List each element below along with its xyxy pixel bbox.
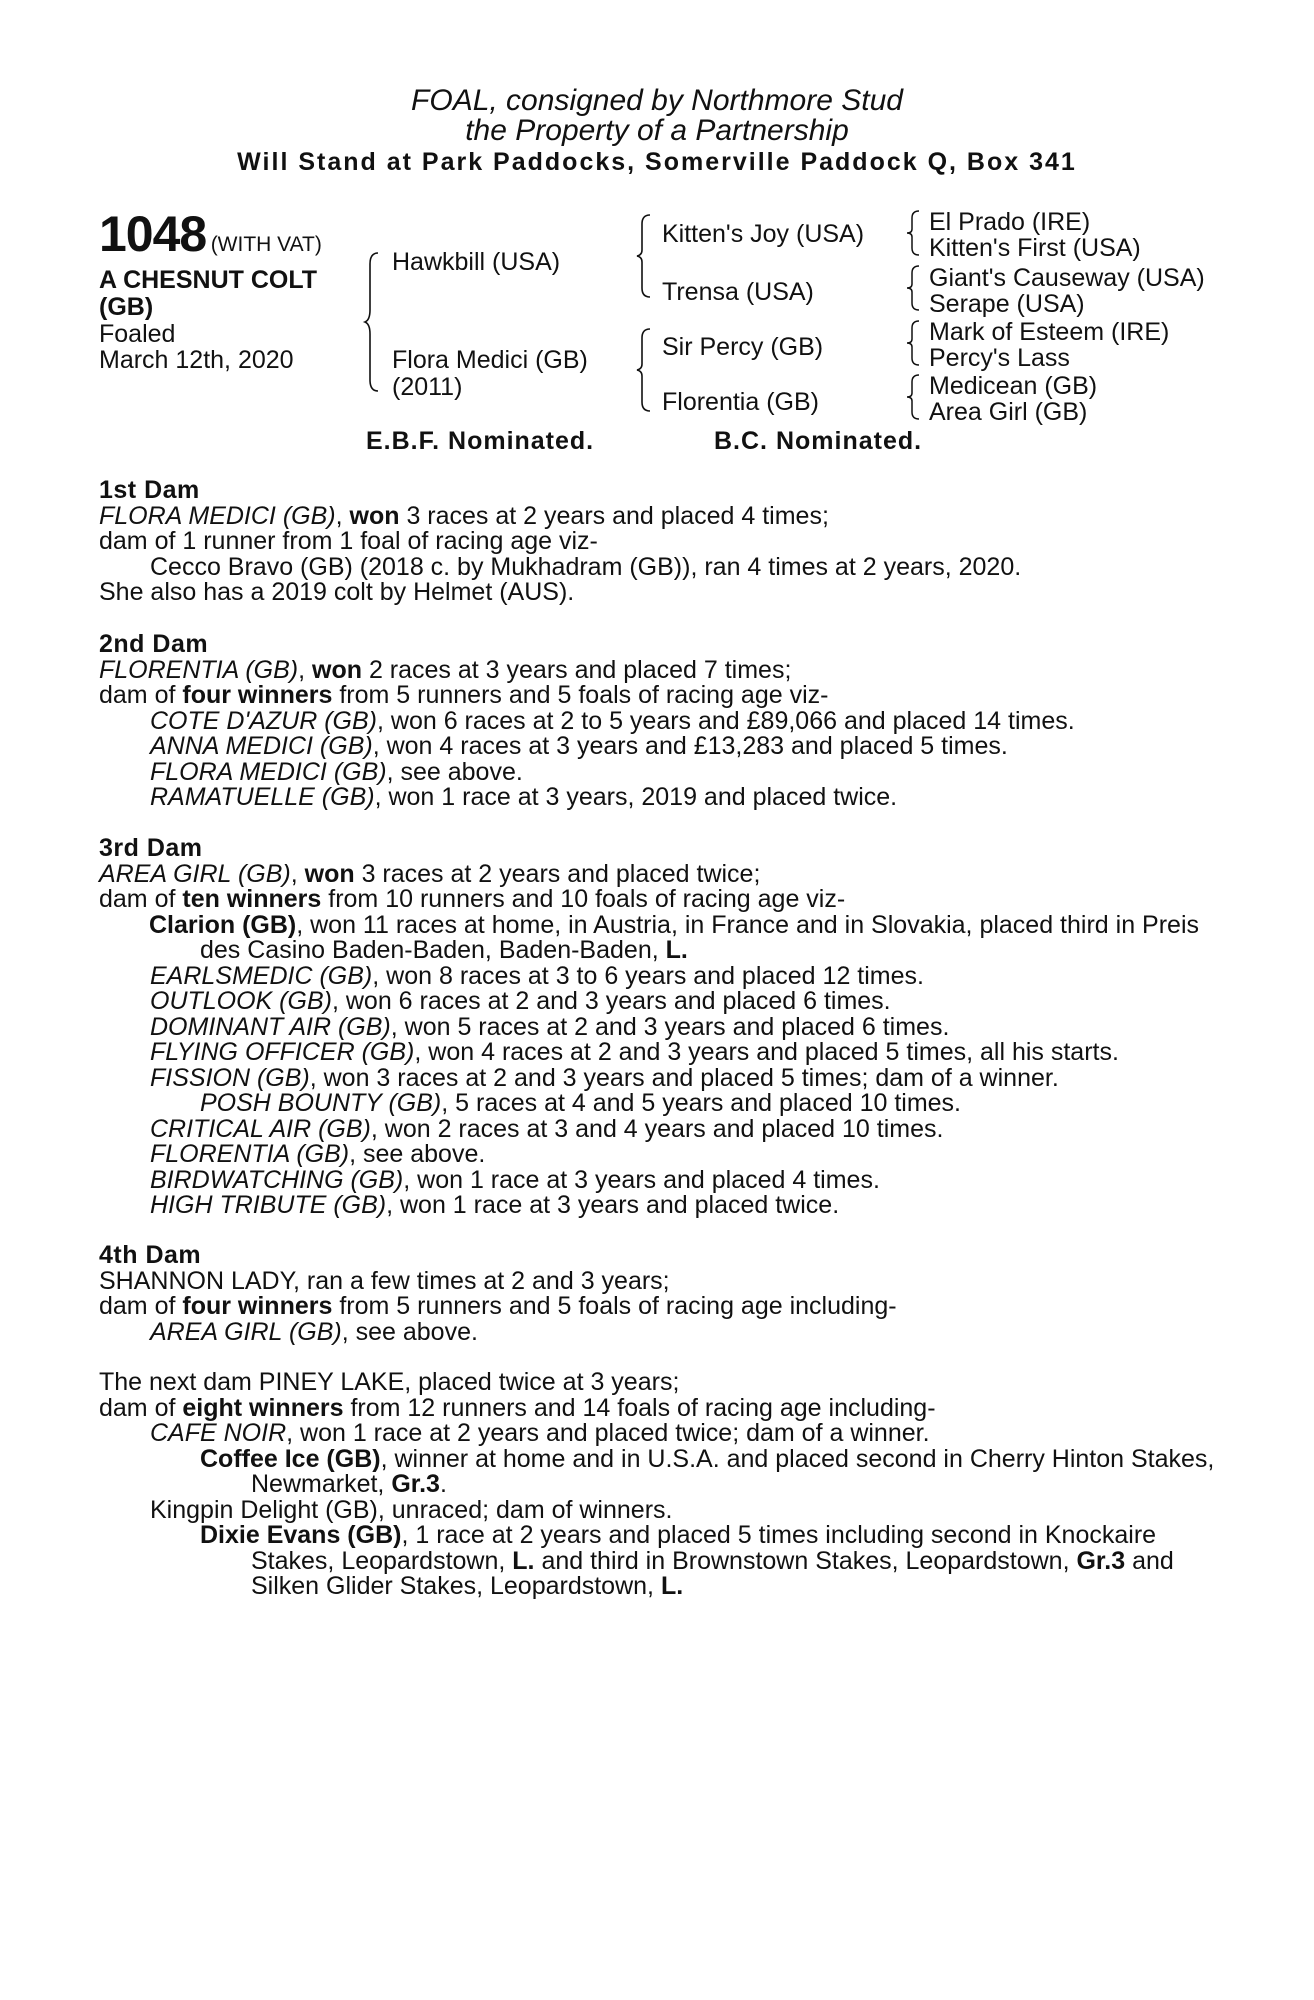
note-line: She also has a 2019 colt by Helmet (AUS). bbox=[99, 578, 575, 606]
horse-name: AREA GIRL (GB) bbox=[99, 859, 291, 888]
produce-item: HIGH TRIBUTE (GB), won 1 race at 3 years and placed twice. bbox=[150, 1191, 840, 1219]
dam-year: (2011) bbox=[392, 373, 463, 401]
bracket-3 bbox=[906, 320, 924, 366]
sire-name: Hawkbill (USA) bbox=[392, 248, 561, 276]
produce-summary: dam of ten winners from 10 runners and 10 foals of racing age viz- bbox=[99, 885, 846, 913]
foaled-label: Foaled bbox=[99, 320, 176, 348]
fourth-dam-section bbox=[99, 1243, 1229, 1345]
produce-item: FLYING OFFICER (GB), won 4 races at 2 and 3 years and placed 5 times, all his starts. bbox=[150, 1038, 1119, 1066]
sire-sire: Kitten's Joy (USA) bbox=[662, 220, 865, 248]
foaled-date: March 12th, 2020 bbox=[99, 346, 294, 374]
produce-item: COTE D'AZUR (GB), won 6 races at 2 to 5 years and £89,066 and placed 14 times. bbox=[150, 706, 1075, 735]
produce-item: DOMINANT AIR (GB), won 5 races at 2 and 3 years and placed 6 times. bbox=[150, 1012, 950, 1041]
sire-sire-dam: Kitten's First (USA) bbox=[929, 234, 1141, 262]
ebf-nomination: E.B.F. Nominated. bbox=[366, 427, 595, 455]
produce-item: POSH BOUNTY (GB), 5 races at 4 and 5 years and placed 10 times. bbox=[200, 1089, 962, 1117]
dam-line-bracket bbox=[636, 328, 656, 412]
next-dam-section bbox=[99, 1370, 1229, 1600]
produce-item: BIRDWATCHING (GB), won 1 race at 3 years and placed 4 times. bbox=[150, 1165, 880, 1194]
sire-dam-sire: Giant's Causeway (USA) bbox=[929, 264, 1205, 292]
header-line-2: the Property of a Partnership bbox=[465, 114, 849, 147]
produce-item: Kingpin Delight (GB), unraced; dam of winners. bbox=[150, 1495, 673, 1524]
dam-line: The next dam PINEY LAKE, placed twice at 3 years; bbox=[99, 1368, 680, 1396]
lot-number-block bbox=[99, 205, 322, 263]
second-dam-section bbox=[99, 632, 1229, 811]
produce-item: EARLSMEDIC (GB), won 8 races at 3 to 6 years and placed 12 times. bbox=[150, 961, 924, 990]
produce-item: Cecco Bravo (GB) (2018 c. by Mukhadram (GB)), ran 4 times at 2 years, 2020. bbox=[150, 552, 1022, 581]
header-line-1: FOAL, consigned by Northmore Stud bbox=[411, 84, 903, 117]
sire-dam-dam: Serape (USA) bbox=[929, 290, 1085, 318]
produce-item: OUTLOOK (GB), won 6 races at 2 and 3 years and placed 6 times. bbox=[150, 987, 891, 1015]
sire-sire-sire: El Prado (IRE) bbox=[929, 208, 1091, 236]
produce-item: Dixie Evans (GB), 1 race at 2 years and placed 5 times including second in Knockaire Stakes, Leopardstown, L. and third in Brownstown Stakes, Leopardstown, Gr.3 and Silken Glider Stakes, Leopardstown, L. bbox=[200, 1521, 1174, 1600]
bc-nomination: B.C. Nominated. bbox=[714, 427, 923, 455]
produce-item: FLORA MEDICI (GB), see above. bbox=[150, 757, 523, 786]
section-heading: 2nd Dam bbox=[99, 630, 209, 658]
bracket-2 bbox=[906, 265, 924, 311]
dam-dam-dam: Area Girl (GB) bbox=[929, 398, 1088, 426]
produce-item: CRITICAL AIR (GB), won 2 races at 3 and 4 years and placed 10 times. bbox=[150, 1114, 944, 1143]
horse-name: FLORENTIA (GB) bbox=[99, 655, 299, 684]
lot-number: 1048 bbox=[99, 206, 207, 262]
section-heading: 3rd Dam bbox=[99, 834, 203, 862]
produce-summary: dam of eight winners from 12 runners and 14 foals of racing age including- bbox=[99, 1393, 936, 1422]
produce-summary: dam of four winners from 5 runners and 5 foals of racing age viz- bbox=[99, 681, 829, 709]
lot-description-2: (GB) bbox=[99, 293, 154, 321]
sire-line-bracket bbox=[636, 214, 656, 298]
sire-dam: Trensa (USA) bbox=[662, 278, 814, 306]
dam-line: SHANNON LADY, ran a few times at 2 and 3 years; bbox=[99, 1266, 670, 1295]
first-dam-section bbox=[99, 478, 1229, 606]
dam-sire-dam: Percy's Lass bbox=[929, 344, 1070, 372]
vat-label: (WITH VAT) bbox=[210, 233, 322, 256]
dam-line: AREA GIRL (GB), won 3 races at 2 years and placed twice; bbox=[99, 859, 761, 888]
bracket-1 bbox=[906, 210, 924, 256]
dam-line: FLORENTIA (GB), won 2 races at 3 years and placed 7 times; bbox=[99, 655, 792, 684]
produce-item: AREA GIRL (GB), see above. bbox=[150, 1317, 478, 1346]
produce-item: RAMATUELLE (GB), won 1 race at 3 years, 2019 and placed twice. bbox=[150, 783, 898, 811]
produce-summary: dam of four winners from 5 runners and 5 foals of racing age including- bbox=[99, 1292, 897, 1320]
dam-sire-sire: Mark of Esteem (IRE) bbox=[929, 318, 1170, 346]
dam-line: FLORA MEDICI (GB), won 3 races at 2 years and placed 4 times; bbox=[99, 501, 829, 530]
produce-item: FLORENTIA (GB), see above. bbox=[150, 1140, 486, 1168]
lot-description-1: A CHESNUT COLT bbox=[99, 266, 318, 294]
bracket-4 bbox=[906, 374, 924, 420]
dam-sire: Sir Percy (GB) bbox=[662, 333, 824, 361]
dam-name: Flora Medici (GB) bbox=[392, 346, 588, 374]
dam-dam: Florentia (GB) bbox=[662, 388, 819, 416]
produce-item: ANNA MEDICI (GB), won 4 races at 3 years and £13,283 and placed 5 times. bbox=[150, 732, 1008, 760]
produce-item: CAFE NOIR, won 1 race at 2 years and placed twice; dam of a winner. bbox=[150, 1419, 930, 1447]
dam-dam-sire: Medicean (GB) bbox=[929, 372, 1098, 400]
produce-item: Clarion (GB), won 11 races at home, in Austria, in France and in Slovakia, placed third in Preis des Casino Baden-Baden, Baden-Baden, L. bbox=[149, 910, 1200, 964]
horse-name: FLORA MEDICI (GB) bbox=[99, 501, 336, 530]
section-heading: 4th Dam bbox=[99, 1241, 202, 1269]
produce-item: FISSION (GB), won 3 races at 2 and 3 years and placed 5 times; dam of a winner. bbox=[150, 1063, 1059, 1092]
produce-item: Coffee Ice (GB), winner at home and in U.S.A. and placed second in Cherry Hinton Stakes, Newmarket, Gr.3. bbox=[200, 1444, 1215, 1498]
header-line-3: Will Stand at Park Paddocks, Somerville Paddock Q, Box 341 bbox=[237, 148, 1077, 176]
sire-dam-bracket bbox=[364, 252, 384, 392]
produce-summary: dam of 1 runner from 1 foal of racing age viz- bbox=[99, 527, 598, 555]
third-dam-section bbox=[99, 836, 1229, 1219]
section-heading: 1st Dam bbox=[99, 476, 200, 504]
